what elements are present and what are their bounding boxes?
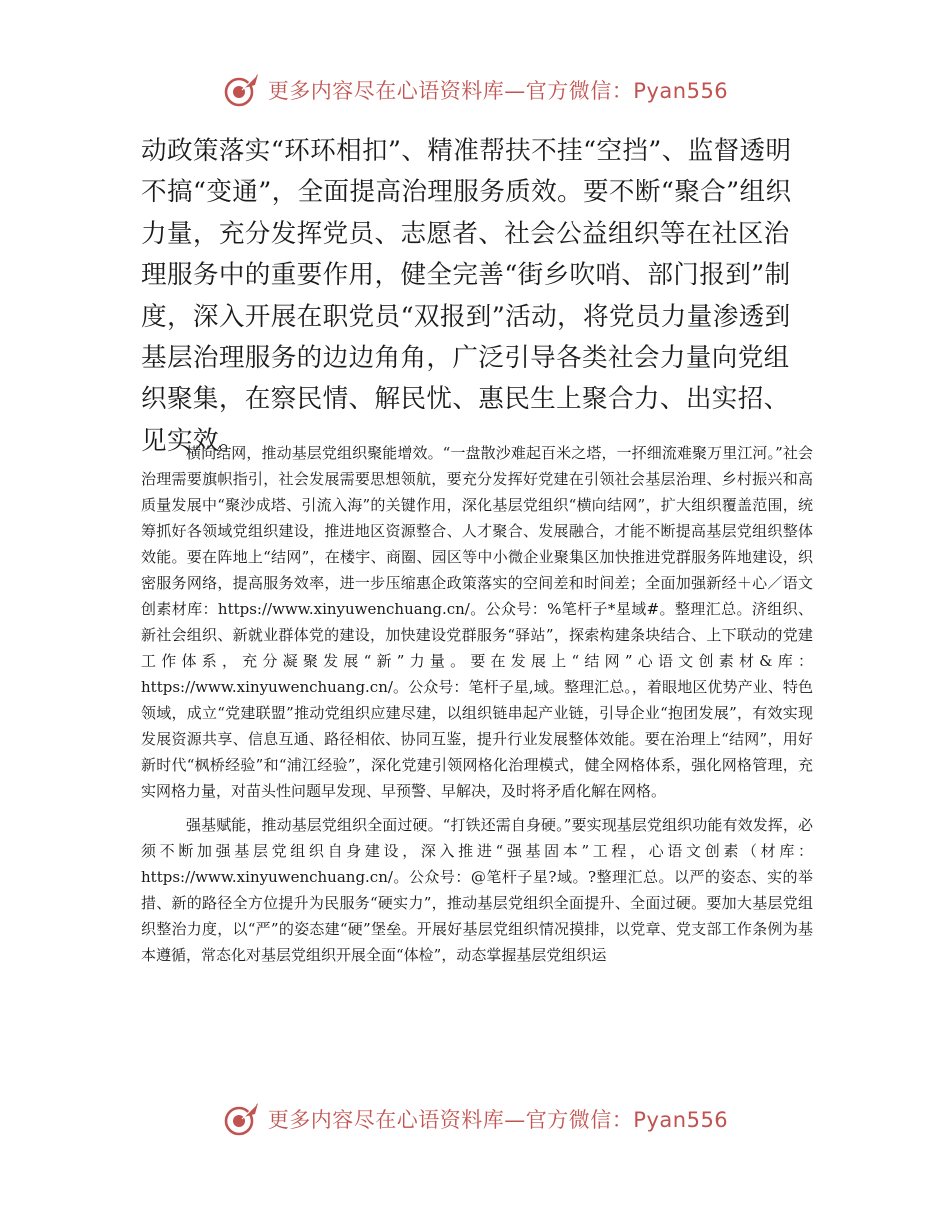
feather-pen-logo-icon [222, 70, 262, 110]
header-watermark-banner [0, 68, 950, 112]
large-text-paragraph [141, 131, 813, 462]
watermark-text: 更多内容尽在心语资料库—官方微信：Pyan556 [267, 1108, 729, 1132]
paragraph-strengthen-foundation: 强基赋能，推动基层党组织全面过硬。“打铁还需自身硬。”要实现基层党组织功能有效发挥，必须不断加强基层党组织自身建设，深入推进“强基固本”工程，心语文创素（材库：https://www.xinyuwenchuang.cn/。公众号：@笔杆子星?域。?整理汇总。以严的姿态、实的举措、新的路径全方位提升为民服务“硬实力”，推动基层党组织全面提升、全面过硬。要加大基层党组织整治力度，以“严”的姿态建“硬”堡垒。开展好基层党组织情况摸排，以党章、党支部工作条例为基本遵循，常态化对基层党组织开展全面“体检”，动态掌握基层党组织运 [141, 816, 813, 964]
body-text [141, 440, 813, 976]
watermark-text: 更多内容尽在心语资料库—官方微信：Pyan556 [267, 79, 729, 103]
footer-watermark-banner [0, 1097, 950, 1141]
paragraph-horizontal-network: 横向结网，推动基层党组织聚能增效。“一盘散沙难起百米之塔，一抔细流难聚万里江河。”社会治理需要旗帜指引，社会发展需要思想领航，要充分发挥好党建在引领社会基层治理、乡村振兴和高质量发展中“聚沙成塔、引流入海”的关键作用，深化基层党组织“横向结网”，扩大组织覆盖范围，统筹抓好各领域党组织建设，推进地区资源整合、人才聚合、发展融合，才能不断提高基层党组织整体效能。要在阵地上“结网”，在楼宇、商圈、园区等中小微企业聚集区加快推进党群服务阵地建设，织密服务网络，提高服务效率，进一步压缩惠企政策落实的空间差和时间差；全面加强新经＋心／语文创素材库：https://www.xinyuwenchuang.cn/。公众号：%笔杆子*星域#。整理汇总。济组织、新社会组织、新就业群体党的建设，加快建设党群服务“驿站”，探索构建条块结合、上下联动的党建工作体系，充分凝聚发展“新”力量。要在发展上“结网”心语文创素材&库：https://www.xinyuwenchuang.cn/。公众号：笔杆子星,域。整理汇总。，着眼地区优势产业、特色领域，成立“党建联盟”推动党组织应建尽建，以组织链串起产业链，引导企业“抱团发展”，有效实现发展资源共享、信息互通、路径相依、协同互鉴，提升行业发展整体效能。要在治理上“结网”，用好新时代“枫桥经验”和“浦江经验”，深化党建引领网格化治理模式，健全网格体系，强化网格管理，充实网格力量，对苗头性问题早发现、早预警、早解决，及时将矛盾化解在网格。 [141, 444, 813, 800]
feather-pen-logo-icon [222, 1099, 262, 1139]
large-paragraph-text: 动政策落实“环环相扣”、精准帮扶不挂“空挡”、监督透明不搞“变通”，全面提高治理服务质效。要不断“聚合”组织力量，充分发挥党员、志愿者、社会公益组织等在社区治理服务中的重要作用，健全完善“街乡吹哨、部门报到”制度，深入开展在职党员“双报到”活动，将党员力量渗透到基层治理服务的边边角角，广泛引导各类社会力量向党组织聚集，在察民情、解民忧、惠民生上聚合力、出实招、见实效。 [141, 136, 792, 456]
